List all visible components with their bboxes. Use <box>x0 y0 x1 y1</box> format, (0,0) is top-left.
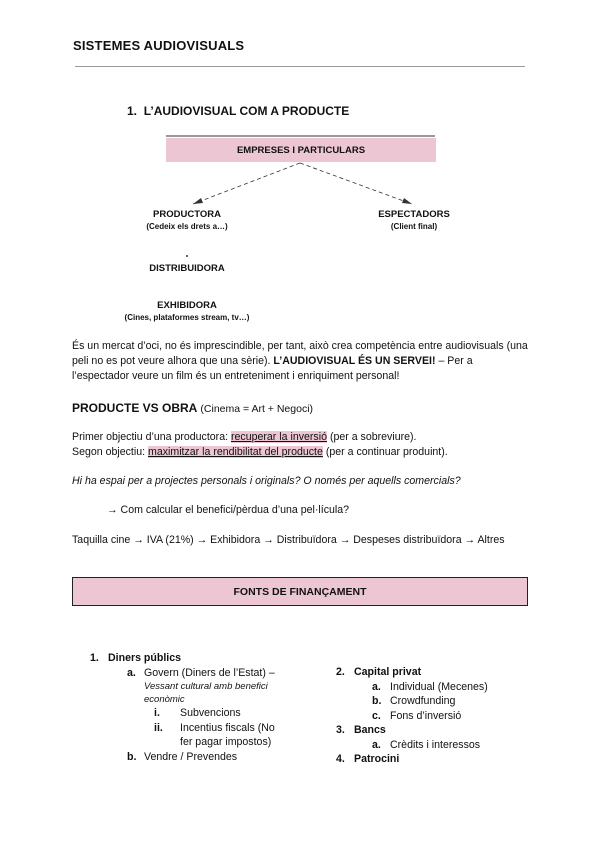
list-2-letter-b: b. <box>372 695 382 707</box>
list-item-1b <box>90 750 320 765</box>
list-1a-text: Govern (Diners de l’Estat) – <box>144 666 275 679</box>
espectadors-sublabel: (Client final) <box>390 222 438 231</box>
small-dot <box>186 255 188 257</box>
question-line: Hi ha espai per a projectes personals i originals? O només per aquells comercials? <box>72 475 461 487</box>
document-title: SISTEMES AUDIOVISUALS <box>73 38 245 53</box>
producte-vs-obra <box>72 401 313 415</box>
objectiu-1-highlight: recuperar la inversió <box>231 431 327 443</box>
paragraph-bold: L’AUDIOVISUAL ÉS UN SERVEI! <box>273 355 436 367</box>
list-num-4: 4. <box>336 753 345 765</box>
list-2-letter-c: c. <box>372 709 381 722</box>
list-2-letter-a: a. <box>372 680 381 693</box>
producer-diagram <box>0 0 600 340</box>
top-box-label: EMPRESES I PARTICULARS <box>236 145 366 156</box>
paragraph-text-a: És un mercat d’oci, no és imprescindible, per tant, això crea competència entre audiovisuals (una peli no es pot veure alhora que una sèrie). <box>72 340 528 367</box>
list-2c-text: Fons d’inversió <box>390 709 462 722</box>
list-3a-text: Crèdits i interessos <box>390 738 481 751</box>
list-title-4: Patrocini <box>354 753 400 765</box>
objectiu-2-suffix: (per a continuar produint). <box>325 446 448 458</box>
exhibidora-label: EXHIBIDORA <box>157 300 217 311</box>
objectiu-2-prefix: Segon objectiu: <box>72 446 146 458</box>
list-1aii-text1: Incentius fiscals (No <box>180 721 275 734</box>
list-1b-text: Vendre / Prevendes <box>144 750 238 763</box>
list-right <box>336 665 536 767</box>
objectiu-1-suffix: (per a sobreviure). <box>329 431 417 443</box>
list-1ai-text: Subvencions <box>180 707 241 719</box>
productora-sublabel: (Cedeix els drets a…) <box>146 222 228 231</box>
arrowhead-espectadors <box>402 198 412 204</box>
calc-line: → Com calcular el benefici/pèrdua d’una pel·lícula? <box>107 504 350 516</box>
list-num-2: 2. <box>336 666 345 678</box>
exhibidora-sublabel: (Cines, plataformes stream, tv…) <box>124 313 250 322</box>
arrowhead-productora <box>193 198 203 204</box>
producte-vs-obra-note: (Cinema = Art + Negoci) <box>200 403 314 415</box>
list-letter-a: a. <box>127 666 136 679</box>
list-title-2: Capital privat <box>354 666 422 678</box>
list-title-3: Bancs <box>354 724 386 736</box>
market-paragraph <box>72 339 532 384</box>
list-letter-b: b. <box>127 750 137 763</box>
list-item-1aii-cont: fer pagar impostos) <box>180 736 272 748</box>
list-roman-i: i. <box>154 707 160 719</box>
chain-line: Taquilla cine → IVA (21%) → Exhibidora → Distribuïdora → Despeses distribuïdora → Altres <box>72 534 505 546</box>
list-left <box>90 651 320 764</box>
list-item-3 <box>336 723 536 738</box>
list-num-3: 3. <box>336 724 345 736</box>
list-item-1aii <box>90 721 320 736</box>
arrow-to-productora <box>193 163 300 204</box>
paragraph-text-b: – Per a l’espectador veure un film és un entreteniment i enriquiment personal! <box>72 355 473 382</box>
espectadors-label: ESPECTADORS <box>378 209 450 220</box>
list-item-2b <box>336 694 536 709</box>
list-2b-text: Crowdfunding <box>390 695 456 707</box>
objectiu-line-2 <box>72 445 532 460</box>
list-item-2 <box>336 665 536 680</box>
arrow-to-espectadors <box>300 163 412 204</box>
section-number: 1. <box>127 104 138 118</box>
objectiu-2-highlight: maximitzar la rendibilitat del producte <box>148 446 323 458</box>
list-item-2c <box>336 709 536 724</box>
section-title-text: L’AUDIOVISUAL COM A PRODUCTE <box>143 104 350 118</box>
producte-vs-obra-heading: PRODUCTE VS OBRA <box>72 401 198 415</box>
distribuidora-label: DISTRIBUIDORA <box>149 263 225 274</box>
productora-label: PRODUCTORA <box>153 209 221 220</box>
list-item-1ai <box>90 706 320 721</box>
list-1a-note: Vessant cultural amb benefici econòmic <box>144 681 268 705</box>
list-item-3a <box>336 738 536 753</box>
objectiu-line-1 <box>72 430 532 445</box>
list-item-4 <box>336 752 536 767</box>
list-item-1a <box>90 666 320 681</box>
list-roman-ii: ii. <box>154 721 163 734</box>
list-2a-text: Individual (Mecenes) <box>390 680 488 693</box>
list-3-letter-a: a. <box>372 738 381 751</box>
list-item-1 <box>90 651 320 666</box>
list-item-2a <box>336 680 536 695</box>
list-title-1: Diners públics <box>108 652 181 664</box>
objectiu-1-prefix: Primer objectiu d’una productora: <box>72 431 229 443</box>
fonts-financament-box: FONTS DE FINANÇAMENT <box>72 577 528 606</box>
list-num-1: 1. <box>90 652 99 664</box>
